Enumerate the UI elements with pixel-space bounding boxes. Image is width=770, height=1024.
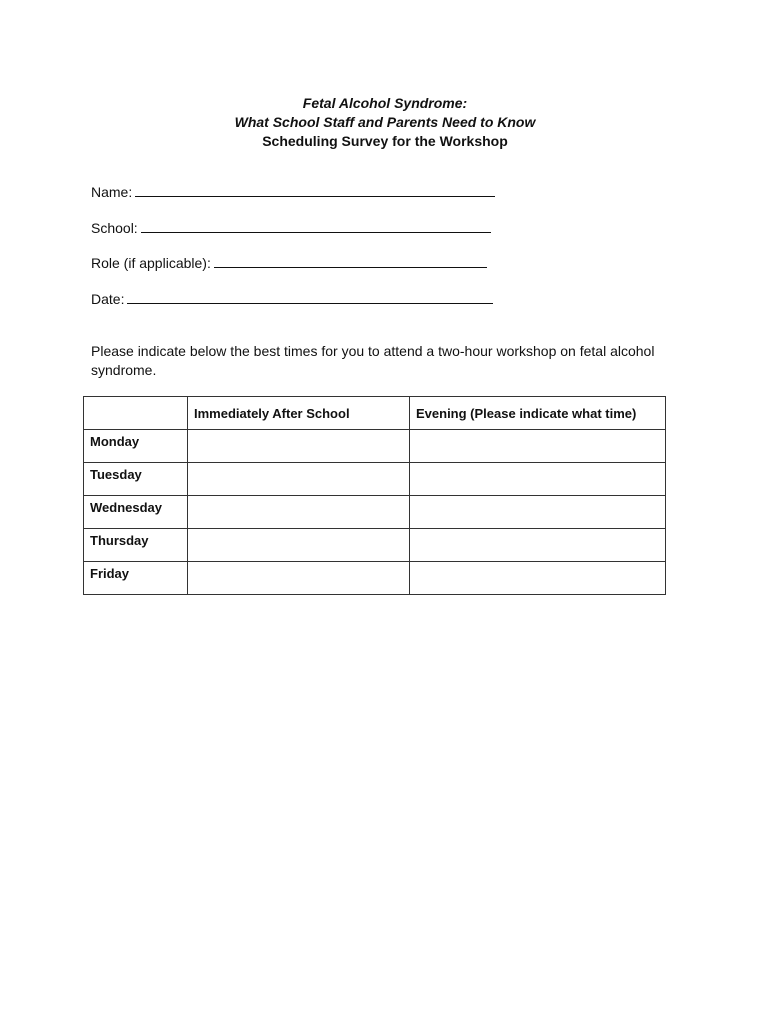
date-label: Date:: [91, 291, 125, 307]
evening-cell-monday[interactable]: [410, 430, 666, 463]
header-after-school: Immediately After School: [188, 397, 410, 430]
table-row: [84, 496, 666, 529]
role-blank-line[interactable]: [214, 254, 487, 268]
name-field[interactable]: [91, 183, 495, 201]
header-cell-blank: [84, 397, 188, 430]
day-label: Wednesday: [84, 496, 188, 529]
day-label: Friday: [84, 562, 188, 595]
name-blank-line[interactable]: [135, 183, 495, 197]
after-school-cell-thursday[interactable]: [188, 529, 410, 562]
day-label: Monday: [84, 430, 188, 463]
evening-cell-wednesday[interactable]: [410, 496, 666, 529]
schedule-table: [83, 396, 666, 595]
name-label: Name:: [91, 184, 133, 200]
table-row: [84, 529, 666, 562]
evening-cell-tuesday[interactable]: [410, 463, 666, 496]
date-field[interactable]: [91, 290, 493, 308]
role-field[interactable]: [91, 254, 487, 272]
day-label: Thursday: [84, 529, 188, 562]
evening-cell-thursday[interactable]: [410, 529, 666, 562]
table-row: [84, 430, 666, 463]
school-label: School:: [91, 220, 138, 236]
after-school-cell-wednesday[interactable]: [188, 496, 410, 529]
table-header-row: [84, 397, 666, 430]
day-label: Tuesday: [84, 463, 188, 496]
school-blank-line[interactable]: [141, 219, 491, 233]
table-row: [84, 463, 666, 496]
role-label: Role (if applicable):: [91, 255, 211, 271]
after-school-cell-friday[interactable]: [188, 562, 410, 595]
title-line-1: Fetal Alcohol Syndrome:: [302, 95, 468, 111]
school-field[interactable]: [91, 219, 491, 237]
title-line-3: Scheduling Survey for the Workshop: [262, 133, 508, 149]
after-school-cell-monday[interactable]: [188, 430, 410, 463]
date-blank-line[interactable]: [127, 290, 493, 304]
after-school-cell-tuesday[interactable]: [188, 463, 410, 496]
title-line-2: What School Staff and Parents Need to Know: [234, 114, 536, 130]
evening-cell-friday[interactable]: [410, 562, 666, 595]
table-row: [84, 562, 666, 595]
instructions-text: Please indicate below the best times for you to attend a two-hour workshop on fetal alcohol syndrome.: [91, 343, 655, 378]
header-evening: Evening (Please indicate what time): [410, 397, 666, 430]
document-title: [0, 94, 770, 151]
